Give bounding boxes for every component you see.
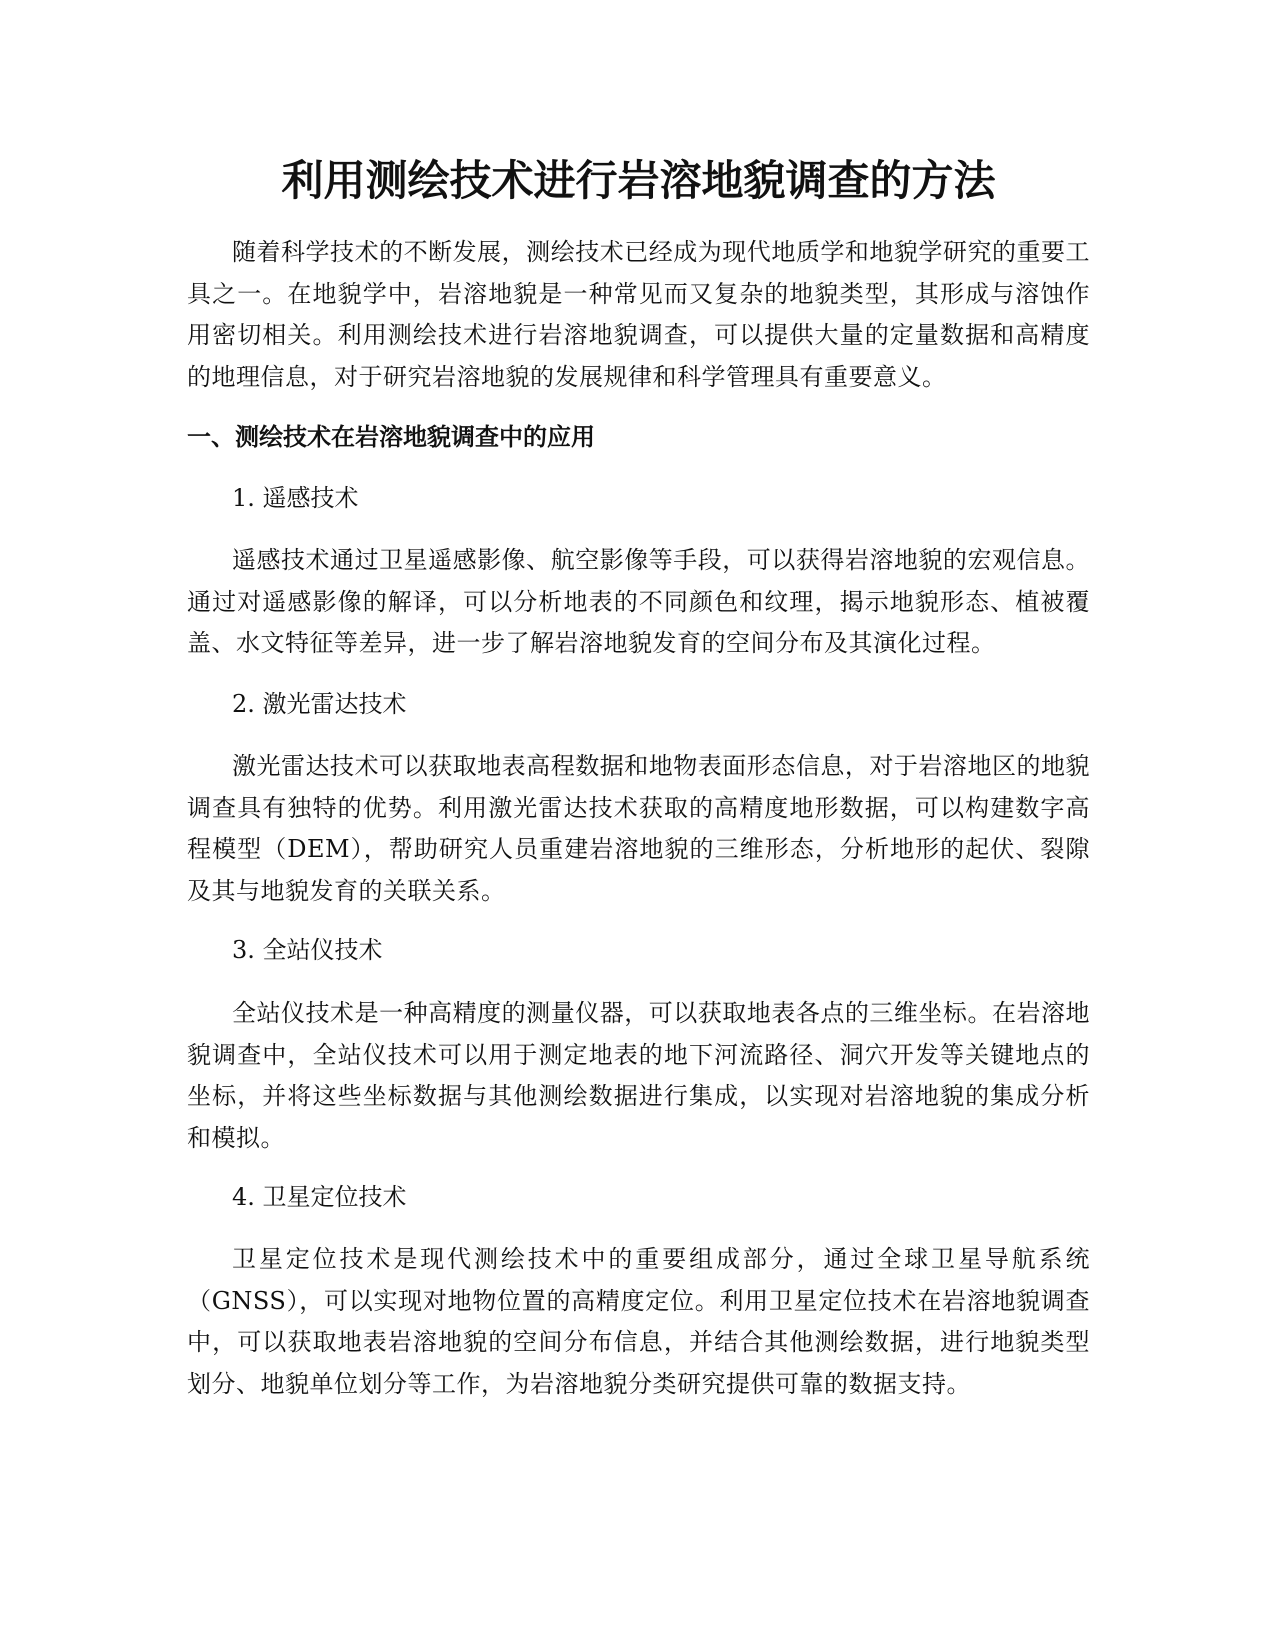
intro-paragraph: 随着科学技术的不断发展，测绘技术已经成为现代地质学和地貌学研究的重要工具之一。在地貌学中，岩溶地貌是一种常见而又复杂的地貌类型，其形成与溶蚀作用密切相关。利用测绘技术进行岩溶地貌调查，可以提供大量的定量数据和高精度的地理信息，对于研究岩溶地貌的发展规律和科学管理具有重要意义。	[187, 238, 1090, 391]
item-body-total-station: 全站仪技术是一种高精度的测量仪器，可以获取地表各点的三维坐标。在岩溶地貌调查中，全站仪技术可以用于测定地表的地下河流路径、洞穴开发等关键地点的坐标，并将这些坐标数据与其他测绘数据进行集成，以实现对岩溶地貌的集成分析和模拟。	[187, 999, 1090, 1152]
item-title-total-station: 3. 全站仪技术	[232, 936, 383, 964]
item-title-remote-sensing: 1. 遥感技术	[232, 484, 359, 512]
item-body-satellite-positioning: 卫星定位技术是现代测绘技术中的重要组成部分，通过全球卫星导航系统（GNSS），可以实现对地物位置的高精度定位。利用卫星定位技术在岩溶地貌调查中，可以获取地表岩溶地貌的空间分布信息，并结合其他测绘数据，进行地貌类型划分、地貌单位划分等工作，为岩溶地貌分类研究提供可靠的数据支持。	[187, 1245, 1090, 1398]
item-title-satellite-positioning: 4. 卫星定位技术	[232, 1183, 407, 1211]
item-body-lidar: 激光雷达技术可以获取地表高程数据和地物表面形态信息，对于岩溶地区的地貌调查具有独特的优势。利用激光雷达技术获取的高精度地形数据，可以构建数字高程模型（DEM），帮助研究人员重建岩溶地貌的三维形态，分析地形的起伏、裂隙及其与地貌发育的关联关系。	[187, 752, 1090, 905]
item-title-lidar: 2. 激光雷达技术	[232, 690, 407, 718]
item-body-remote-sensing: 遥感技术通过卫星遥感影像、航空影像等手段，可以获得岩溶地貌的宏观信息。通过对遥感影像的解译，可以分析地表的不同颜色和纹理，揭示地貌形态、植被覆盖、水文特征等差异，进一步了解岩溶地貌发育的空间分布及其演化过程。	[187, 546, 1090, 657]
document-title: 利用测绘技术进行岩溶地貌调查的方法	[281, 156, 996, 205]
section-heading: 一、测绘技术在岩溶地貌调查中的应用	[187, 423, 595, 451]
